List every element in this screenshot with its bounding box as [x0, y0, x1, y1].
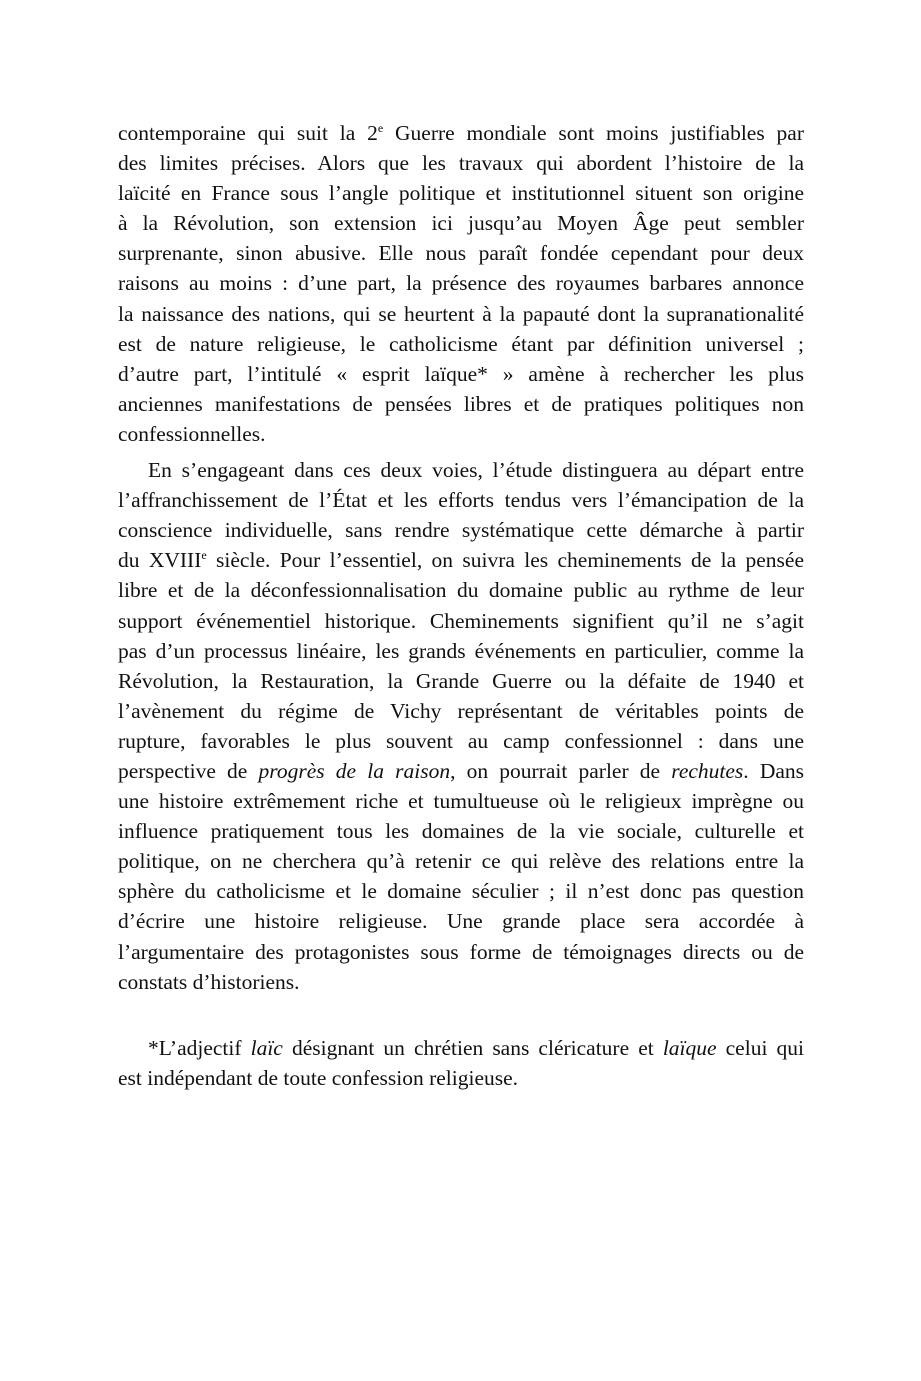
- footnote-spacer: [118, 997, 804, 1033]
- text-line: libre et de la déconfessionnalisation du domaine public au rythme de leur: [118, 578, 804, 603]
- paragraph-1: [118, 118, 804, 449]
- text-line: contemporaine qui suit la 2e Guerre mondiale sont moins justifiables par: [118, 121, 804, 145]
- text-line: du XVIIIe siècle. Pour l’essentiel, on suivra les cheminements de la pensée: [118, 548, 804, 573]
- text-line: est indépendant de toute confession religieuse.: [118, 1065, 519, 1090]
- text-line: une histoire extrêmement riche et tumultueuse où le religieux imprègne ou: [118, 789, 804, 814]
- text-line: d’écrire une histoire religieuse. Une grande place sera accordée à: [118, 909, 804, 934]
- text-line: support événementiel historique. Cheminements signifient qu’il ne s’agit: [118, 608, 804, 633]
- paragraph-2: [118, 455, 804, 997]
- text-line: constats d’historiens.: [118, 969, 300, 994]
- text-line: pas d’un processus linéaire, les grands événements en particulier, comme la: [118, 638, 804, 663]
- text-line: *L’adjectif laïc désignant un chrétien sans cléricature et laïque celui qui: [148, 1035, 804, 1060]
- italic-text: laïc: [250, 1035, 283, 1060]
- italic-text: progrès de la raison: [258, 758, 451, 783]
- text-line: rupture, favorables le plus souvent au camp confessionnel : dans une: [118, 728, 804, 753]
- italic-text: rechutes: [671, 758, 744, 783]
- text-line: la naissance des nations, qui se heurtent à la papauté dont la supranationalité: [118, 301, 804, 326]
- text-line: l’affranchissement de l’État et les efforts tendus vers l’émancipation de la: [118, 488, 804, 513]
- text-line: anciennes manifestations de pensées libres et de pratiques politiques non: [118, 391, 804, 416]
- text-line: des limites précises. Alors que les travaux qui abordent l’histoire de la: [118, 151, 804, 176]
- text-line: sphère du catholicisme et le domaine séculier ; il n’est donc pas question: [118, 879, 804, 904]
- text-line: surprenante, sinon abusive. Elle nous paraît fondée cependant pour deux: [118, 241, 804, 266]
- text-body: [118, 118, 804, 1093]
- italic-text: laïque: [662, 1035, 717, 1060]
- text-line: l’argumentaire des protagonistes sous forme de témoignages directs ou de: [118, 939, 804, 964]
- text-line: conscience individuelle, sans rendre systématique cette démarche à partir: [118, 518, 804, 543]
- text-line: d’autre part, l’intitulé « esprit laïque* » amène à rechercher les plus: [118, 361, 804, 386]
- footnote: [118, 1033, 804, 1093]
- text-line: politique, on ne cherchera qu’à retenir ce qui relève des relations entre la: [118, 849, 804, 874]
- text-line: raisons au moins : d’une part, la présence des royaumes barbares annonce: [118, 271, 804, 296]
- text-line: confessionnelles.: [118, 421, 266, 446]
- superscript: e: [201, 548, 207, 563]
- text-line: perspective de progrès de la raison, on pourrait parler de rechutes. Dans: [118, 758, 805, 783]
- text-line: Révolution, la Restauration, la Grande Guerre ou la défaite de 1940 et: [118, 668, 804, 693]
- text-line: est de nature religieuse, le catholicisme étant par définition universel ;: [118, 331, 804, 356]
- text-line: laïcité en France sous l’angle politique et institutionnel situent son origine: [118, 181, 804, 206]
- text-line: l’avènement du régime de Vichy représentant de véritables points de: [118, 698, 804, 723]
- superscript: e: [377, 121, 384, 135]
- text-line: En s’engageant dans ces deux voies, l’étude distinguera au départ entre: [148, 458, 804, 483]
- text-line: influence pratiquement tous les domaines de la vie sociale, culturelle et: [118, 819, 804, 844]
- text-line: à la Révolution, son extension ici jusqu’au Moyen Âge peut sembler: [118, 211, 804, 236]
